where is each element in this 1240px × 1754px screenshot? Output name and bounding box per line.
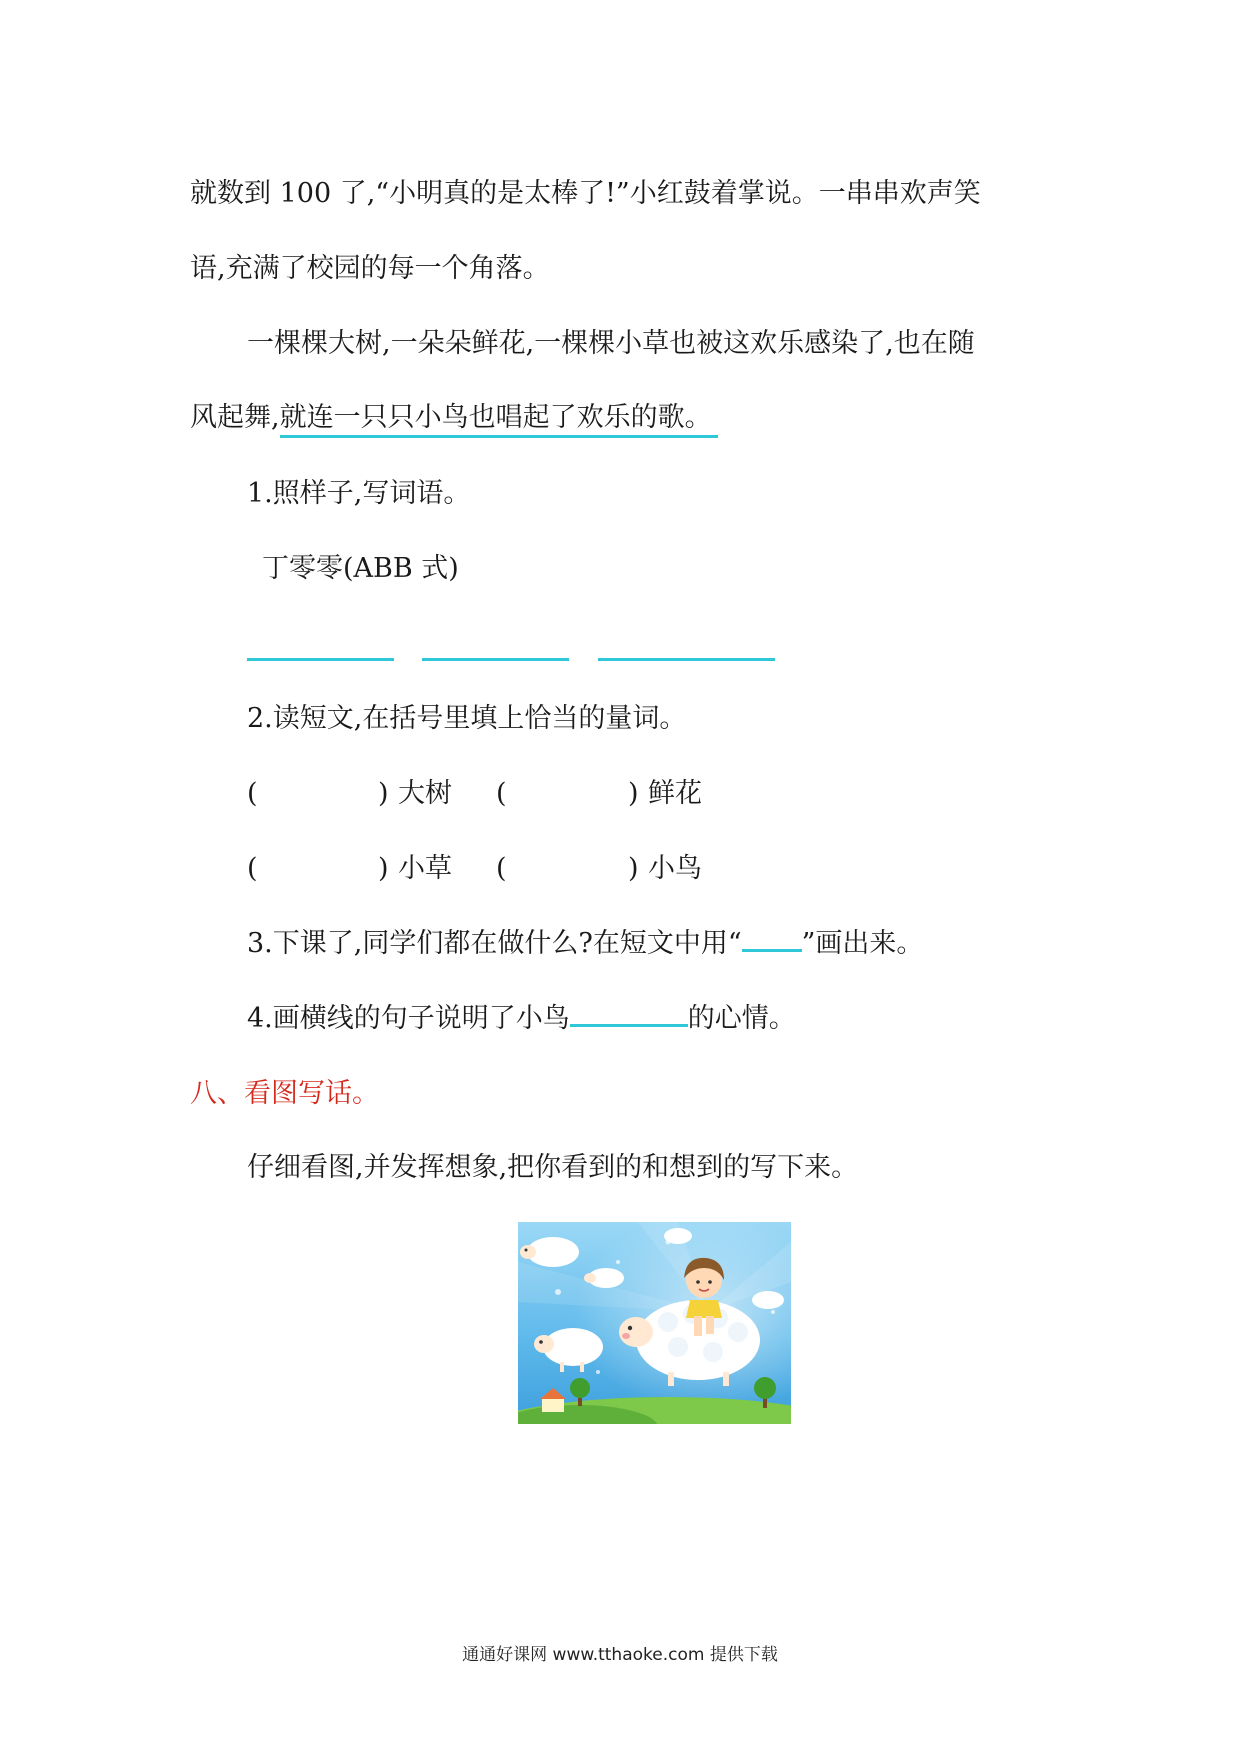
answer-blank-1[interactable] bbox=[247, 658, 394, 661]
paren-close: ) bbox=[628, 778, 639, 809]
measure-item-grass: 小草 bbox=[398, 853, 452, 884]
passage-line-3: 一棵棵大树,一朵朵鲜花,一棵棵小草也被这欢乐感染了,也在随 bbox=[247, 328, 975, 359]
paren-row-2 bbox=[0, 851, 1240, 891]
measure-item-tree: 大树 bbox=[398, 778, 452, 809]
question-1-example: 丁零零(ABB 式) bbox=[262, 553, 459, 584]
footer-credit: 通通好课网 www.tthaoke.com 提供下载 bbox=[462, 1645, 778, 1665]
paren-open: ( bbox=[247, 853, 258, 884]
passage-line-1: 就数到 100 了,“小明真的是太棒了!”小红鼓着掌说。一串串欢声笑 bbox=[190, 178, 981, 209]
passage-line-4-prefix: 风起舞, bbox=[190, 402, 280, 433]
paren-open: ( bbox=[496, 853, 507, 884]
question-3-prefix: 3.下课了,同学们都在做什么?在短文中用“ bbox=[247, 928, 742, 959]
measure-item-flower: 鲜花 bbox=[648, 778, 702, 809]
question-4-prefix: 4.画横线的句子说明了小鸟 bbox=[247, 1003, 570, 1034]
underlined-sentence: 就连一只只小鸟也唱起了欢乐的歌。 bbox=[280, 402, 718, 438]
answer-blank-3[interactable] bbox=[598, 658, 775, 661]
question-2: 2.读短文,在括号里填上恰当的量词。 bbox=[247, 703, 687, 734]
paren-close: ) bbox=[628, 853, 639, 884]
section-8-heading: 八、看图写话。 bbox=[190, 1078, 379, 1109]
answer-blank-4[interactable] bbox=[570, 1002, 688, 1027]
underline-sample bbox=[742, 927, 802, 952]
paren-close: ) bbox=[378, 778, 389, 809]
paren-row-1 bbox=[0, 776, 1240, 816]
question-1: 1.照样子,写词语。 bbox=[247, 478, 471, 509]
section-8-instruction: 仔细看图,并发挥想象,把你看到的和想到的写下来。 bbox=[247, 1152, 859, 1183]
passage-line-2: 语,充满了校园的每一个角落。 bbox=[190, 253, 550, 284]
paren-open: ( bbox=[496, 778, 507, 809]
question-3 bbox=[247, 926, 923, 962]
measure-item-bird: 小鸟 bbox=[648, 853, 702, 884]
answer-blank-2[interactable] bbox=[422, 658, 569, 661]
question-4 bbox=[247, 1001, 796, 1037]
paren-open: ( bbox=[247, 778, 258, 809]
paren-close: ) bbox=[378, 853, 389, 884]
illustration-girl-on-sheep bbox=[518, 1222, 791, 1424]
passage-line-4 bbox=[190, 400, 718, 436]
question-4-suffix: 的心情。 bbox=[687, 1003, 796, 1034]
question-3-suffix: ”画出来。 bbox=[801, 928, 924, 959]
small-sheep-icon bbox=[664, 1228, 692, 1244]
small-sheep-icon bbox=[752, 1291, 784, 1309]
